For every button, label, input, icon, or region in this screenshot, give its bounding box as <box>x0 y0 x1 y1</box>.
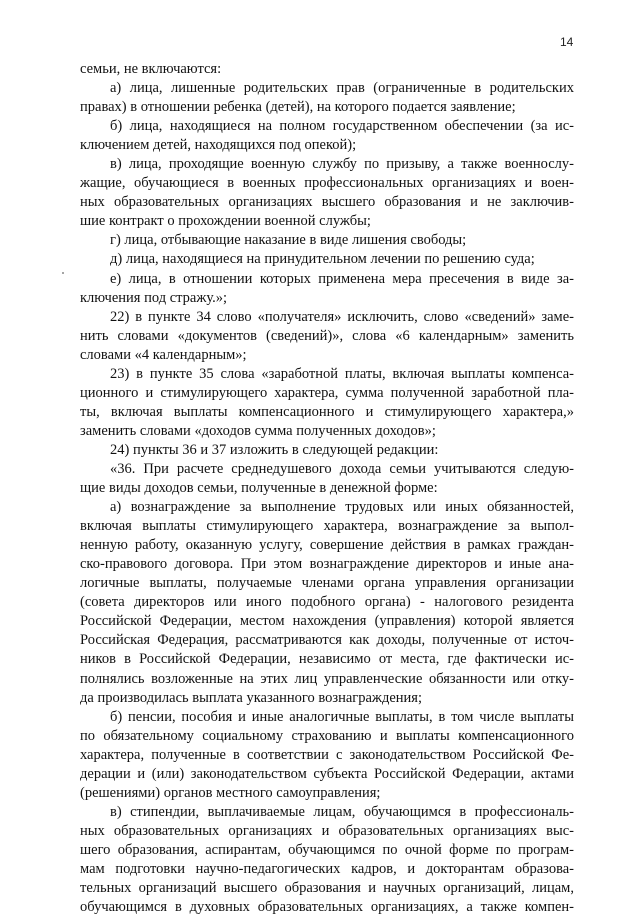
text-line: ты, включая выплаты компенсационного и стимулирующего характера,» <box>80 403 574 420</box>
text-line: в) стипендии, выплачиваемые лицам, обучающимся в профессиональ- <box>110 803 574 820</box>
text-line: ционного и стимулирующего характера, сумма полученной заработной пла- <box>80 384 574 401</box>
text-line: ключением детей, находящихся под опекой); <box>80 137 357 154</box>
text-line: нить словами «документов (сведений)», слова «6 календарным» заменить <box>80 327 574 344</box>
text-line: 22) в пункте 34 слово «получателя» исключить, слово «сведений» заме- <box>110 308 574 325</box>
text-line: шего образования, аспирантам, обучающимся по очной форме по програм- <box>80 841 574 858</box>
text-line: полнялись возложенные на этих лиц управленческие обязанности или отку- <box>80 670 574 687</box>
text-line: а) лица, лишенные родительских прав (ограниченные в родительских <box>110 80 574 97</box>
text-line: правах) в отношении ребенка (детей), на которого подается заявление; <box>80 99 516 116</box>
text-line: да производилась выплата указанного вознаграждения; <box>80 689 422 706</box>
text-line: (совета директоров или иного подобного органа) - налогового резидента <box>80 594 574 611</box>
text-line: ных образовательных организациях высшего образования и не заключив- <box>80 194 574 211</box>
text-line: г) лица, отбывающие наказание в виде лишения свободы; <box>110 232 467 249</box>
text-line: словами «4 календарным»; <box>80 346 247 363</box>
text-line: жащие, обучающиеся в военных профессиональных организациях и воен- <box>80 175 574 192</box>
text-line: б) лица, находящиеся на полном государственном обеспечении (за ис- <box>110 118 574 135</box>
page-number: 14 <box>560 35 574 49</box>
text-line: обучающимся в духовных образовательных организациях, а также компен- <box>80 899 574 916</box>
document-body <box>80 60 574 917</box>
text-line: семьи, не включаются: <box>80 61 222 77</box>
text-line: включая выплаты стимулирующего характера, вознаграждение за выпол- <box>80 518 574 535</box>
text-line: б) пенсии, пособия и иные аналогичные выплаты, в том числе выплаты <box>110 708 574 725</box>
text-line: щие виды доходов семьи, полученные в денежной форме: <box>80 480 438 497</box>
text-line: ключения под стражу.»; <box>80 289 228 306</box>
text-line: ных образовательных организациях и образовательных организациях выс- <box>80 822 574 839</box>
text-line: дерации и (или) законодательством субъекта Российской Федерации, актами <box>80 765 574 782</box>
text-line: ско-правового договора. При этом вознаграждение директоров и иные ана- <box>80 556 574 573</box>
text-line: ников в Российской Федерации, независимо от места, где фактически ис- <box>80 651 574 668</box>
text-line: характера, полученные в соответствии с законодательством Российской Фе- <box>80 746 574 763</box>
text-line: Российской Федерации, местом нахождения (управления) которой является <box>80 613 574 630</box>
text-line: Российская Федерация, рассматриваются как доходы, полученные от источ- <box>80 632 574 649</box>
scan-artifact <box>62 272 64 274</box>
text-line: е) лица, в отношении которых применена мера пресечения в виде за- <box>110 270 574 287</box>
text-line: логичные выплаты, получаемые членами органа управления организации <box>80 575 574 592</box>
text-line: в) лица, проходящие военную службу по призыву, а также военнослу- <box>110 156 574 173</box>
text-line: заменить словами «доходов сумма полученных доходов»; <box>80 422 436 439</box>
text-line: мам подготовки научно-педагогических кадров, и докторантам образова- <box>80 860 574 877</box>
text-line: а) вознаграждение за выполнение трудовых или иных обязанностей, <box>110 499 574 516</box>
text-line: 24) пункты 36 и 37 изложить в следующей редакции: <box>110 441 439 458</box>
text-line: ненную работу, оказанную услугу, совершение действия в рамках граждан- <box>80 537 574 554</box>
text-line: д) лица, находящиеся на принудительном лечении по решению суда; <box>110 251 535 268</box>
text-line: по обязательному социальному страхованию и выплаты компенсационного <box>80 727 574 744</box>
text-line: 23) в пункте 35 слова «заработной платы, включая выплаты компенса- <box>110 365 574 382</box>
text-line: (решениями) органов местного самоуправления; <box>80 784 381 801</box>
text-line: «36. При расчете среднедушевого дохода семьи учитываются следую- <box>110 460 574 477</box>
text-line: шие контракт о прохождении военной службы; <box>80 213 371 230</box>
text-line: тельных организаций высшего образования и научных организаций, лицам, <box>80 880 574 897</box>
